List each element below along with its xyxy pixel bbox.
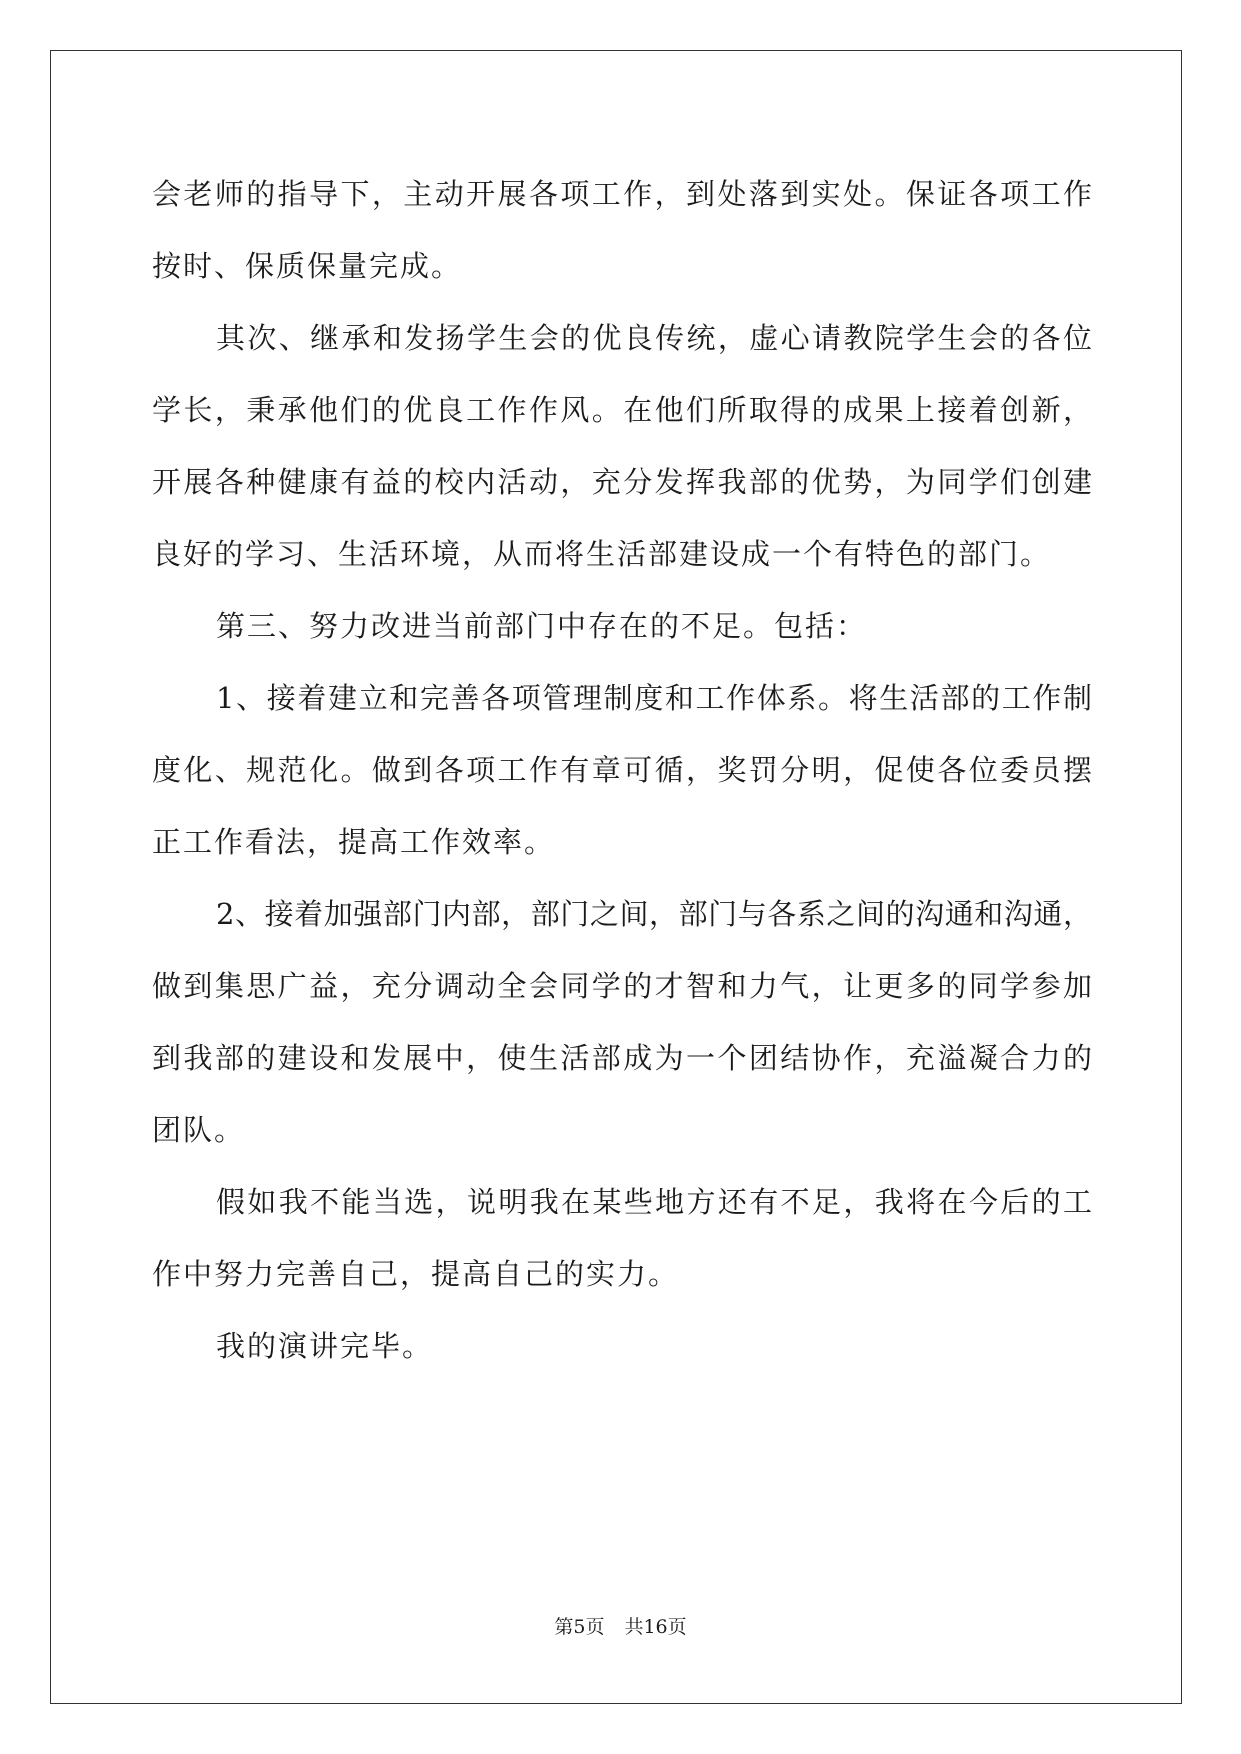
text-line: 1、接着建立和完善各项管理制度和工作体系。将生活部的工作制 bbox=[216, 681, 1092, 715]
text-line: 正工作看法，提高工作效率。 bbox=[152, 825, 556, 859]
text-line: 学长，秉承他们的优良工作作风。在他们所取得的成果上接着创新， bbox=[152, 393, 1092, 427]
text-line: 度化、规范化。做到各项工作有章可循，奖罚分明，促使各位委员摆 bbox=[152, 753, 1092, 787]
page-number: 第5页 bbox=[554, 1616, 605, 1638]
text-line: 第三、努力改进当前部门中存在的不足。包括： bbox=[216, 609, 868, 643]
text-line: 到我部的建设和发展中，使生活部成为一个团结协作，充溢凝合力的 bbox=[152, 1041, 1092, 1075]
text-line: 良好的学习、生活环境，从而将生活部建设成一个有特色的部门。 bbox=[152, 537, 1052, 571]
text-line: 按时、保质保量完成。 bbox=[152, 249, 463, 283]
text-line: 我的演讲完毕。 bbox=[216, 1329, 434, 1363]
text-line: 作中努力完善自己，提高自己的实力。 bbox=[152, 1257, 680, 1291]
text-line: 开展各种健康有益的校内活动，充分发挥我部的优势，为同学们创建 bbox=[152, 465, 1092, 499]
document-body bbox=[152, 158, 1092, 1382]
text-line: 其次、继承和发扬学生会的优良传统，虚心请教院学生会的各位 bbox=[216, 321, 1092, 355]
text-line: 团队。 bbox=[152, 1113, 246, 1147]
page-total: 共16页 bbox=[624, 1616, 687, 1638]
text-line: 2、接着加强部门内部，部门之间，部门与各系之间的沟通和沟通， bbox=[216, 897, 1092, 931]
page-footer bbox=[0, 1612, 1241, 1639]
text-line: 会老师的指导下，主动开展各项工作，到处落到实处。保证各项工作 bbox=[152, 177, 1092, 211]
text-line: 假如我不能当选，说明我在某些地方还有不足，我将在今后的工 bbox=[216, 1185, 1092, 1219]
text-line: 做到集思广益，充分调动全会同学的才智和力气，让更多的同学参加 bbox=[152, 969, 1092, 1003]
